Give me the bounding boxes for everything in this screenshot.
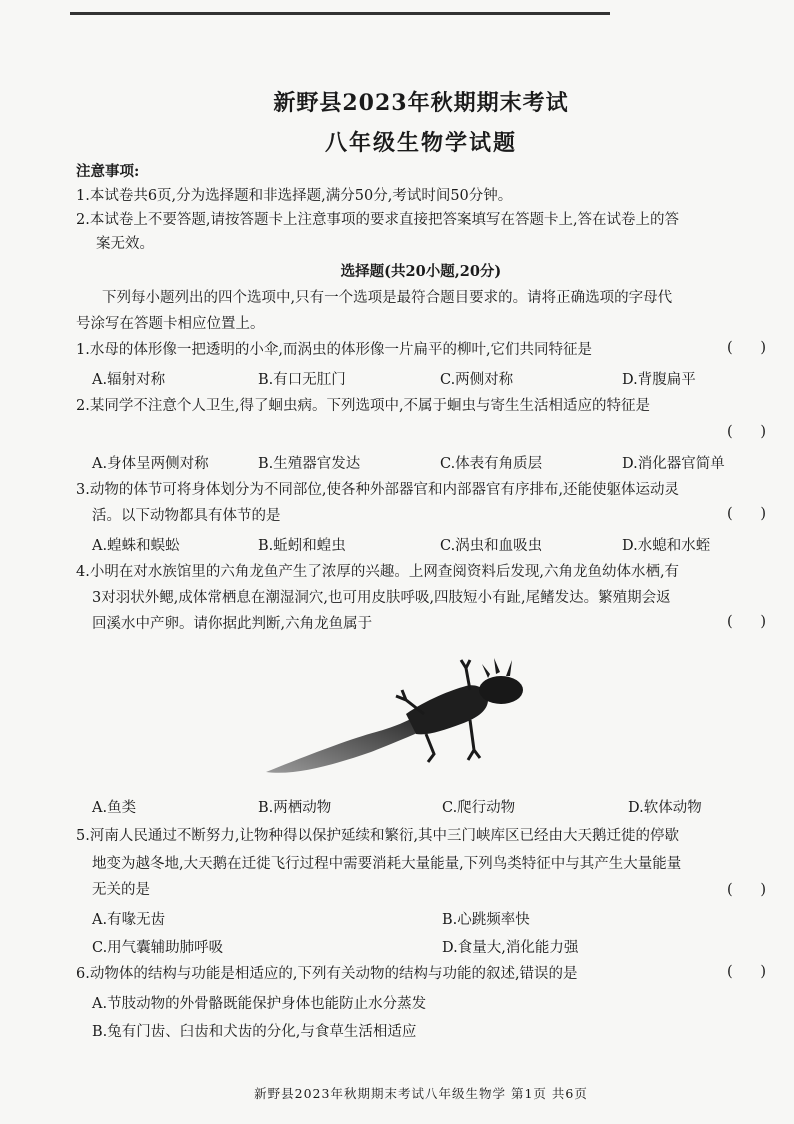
question-6-option-b: B.兔有门齿、臼齿和犬齿的分化,与食草生活相适应 [92,1024,417,1040]
section-instructions-1: 下列每小题列出的四个选项中,只有一个选项是最符合题目要求的。请将正确选项的字母代 [102,290,673,306]
question-3-option-c: C.涡虫和血吸虫 [440,538,543,554]
question-5-stem-2: 地变为越冬地,大天鹅在迁徙飞行过程中需要消耗大量能量,下列鸟类特征中与其产生大量能量 [92,856,682,872]
question-4-stem-3: 回溪水中产卵。请你据此判断,六角龙鱼属于 [92,616,373,632]
question-1-answer-paren: ( ) [727,340,766,356]
question-6-option-a: A.节肢动物的外骨骼既能保护身体也能防止水分蒸发 [92,996,427,1012]
question-4-option-c: C.爬行动物 [442,800,516,816]
note-item-2-cont: 案无效。 [96,236,154,252]
question-3-option-d: D.水螅和水蛭 [622,538,711,554]
question-2-option-c: C.体表有角质层 [440,456,543,472]
question-4-option-d: D.软体动物 [628,800,702,816]
question-3-stem-1: 3.动物的体节可将身体划分为不同部位,使各种外部器官和内部器官有序排布,还能使躯体运动灵 [76,482,680,498]
note-item-2: 2.本试卷上不要答题,请按答题卡上注意事项的要求直接把答案填写在答题卡上,答在试卷上的答 [76,212,680,228]
question-1-stem: 1.水母的体形像一把透明的小伞,而涡虫的体形像一片扁平的柳叶,它们共同特征是 [76,342,593,358]
page-footer: 新野县2023年秋期期末考试八年级生物学 第1页 共6页 [254,1086,588,1101]
question-4-option-a: A.鱼类 [92,800,137,816]
question-3-option-b: B.蚯蚓和蝗虫 [258,538,346,554]
question-1-option-d: D.背腹扁平 [622,372,696,388]
question-5-stem-1: 5.河南人民通过不断努力,让物种得以保护延续和繁衍,其中三门峡库区已经由大天鹅迁徙的停歇 [76,828,680,844]
question-3-stem-2: 活。以下动物都具有体节的是 [92,508,281,524]
question-2-option-d: D.消化器官简单 [622,456,725,472]
question-4-option-b: B.两栖动物 [258,800,332,816]
section-title: 选择题(共20小题,20分) [340,263,502,280]
question-6-stem: 6.动物体的结构与功能是相适应的,下列有关动物的结构与功能的叙述,错误的是 [76,966,578,982]
question-2-stem: 2.某同学不注意个人卫生,得了蛔虫病。下列选项中,不属于蛔虫与寄生生活相适应的特征是 [76,398,651,414]
question-5-answer-paren: ( ) [727,882,766,898]
question-3-option-a: A.蝗蛛和蜈蚣 [92,538,180,554]
exam-subtitle: 八年级生物学试题 [324,130,517,156]
notes-heading: 注意事项: [76,163,140,180]
question-5-stem-3: 无关的是 [92,882,150,898]
question-5-option-c: C.用气囊辅助肺呼吸 [92,940,224,956]
question-2-option-b: B.生殖器官发达 [258,456,361,472]
axolotl-illustration-icon [256,650,556,790]
note-item-1: 1.本试卷共6页,分为选择题和非选择题,满分50分,考试时间50分钟。 [76,188,513,204]
section-instructions-2: 号涂写在答题卡相应位置上。 [76,316,265,332]
question-4-stem-1: 4.小明在对水族馆里的六角龙鱼产生了浓厚的兴趣。上网查阅资料后发现,六角龙鱼幼体水栖,有 [76,564,680,580]
exam-title: 新野县2023年秋期期末考试 [273,90,569,116]
question-2-answer-paren: ( ) [727,424,766,440]
question-4-stem-2: 3对羽状外鳃,成体常栖息在潮湿洞穴,也可用皮肤呼吸,四肢短小有趾,尾鳍发达。繁殖期会返 [92,590,671,606]
question-5-option-a: A.有喙无齿 [92,912,166,928]
question-5-option-d: D.食量大,消化能力强 [442,940,579,956]
question-1-option-b: B.有口无肛门 [258,372,346,388]
question-5-option-b: B.心跳频率快 [442,912,530,928]
question-3-answer-paren: ( ) [727,506,766,522]
question-1-option-c: C.两侧对称 [440,372,514,388]
question-1-option-a: A.辐射对称 [92,372,166,388]
question-6-answer-paren: ( ) [727,964,766,980]
question-2-option-a: A.身体呈两侧对称 [92,456,209,472]
question-4-answer-paren: ( ) [727,614,766,630]
top-rule [70,12,610,15]
